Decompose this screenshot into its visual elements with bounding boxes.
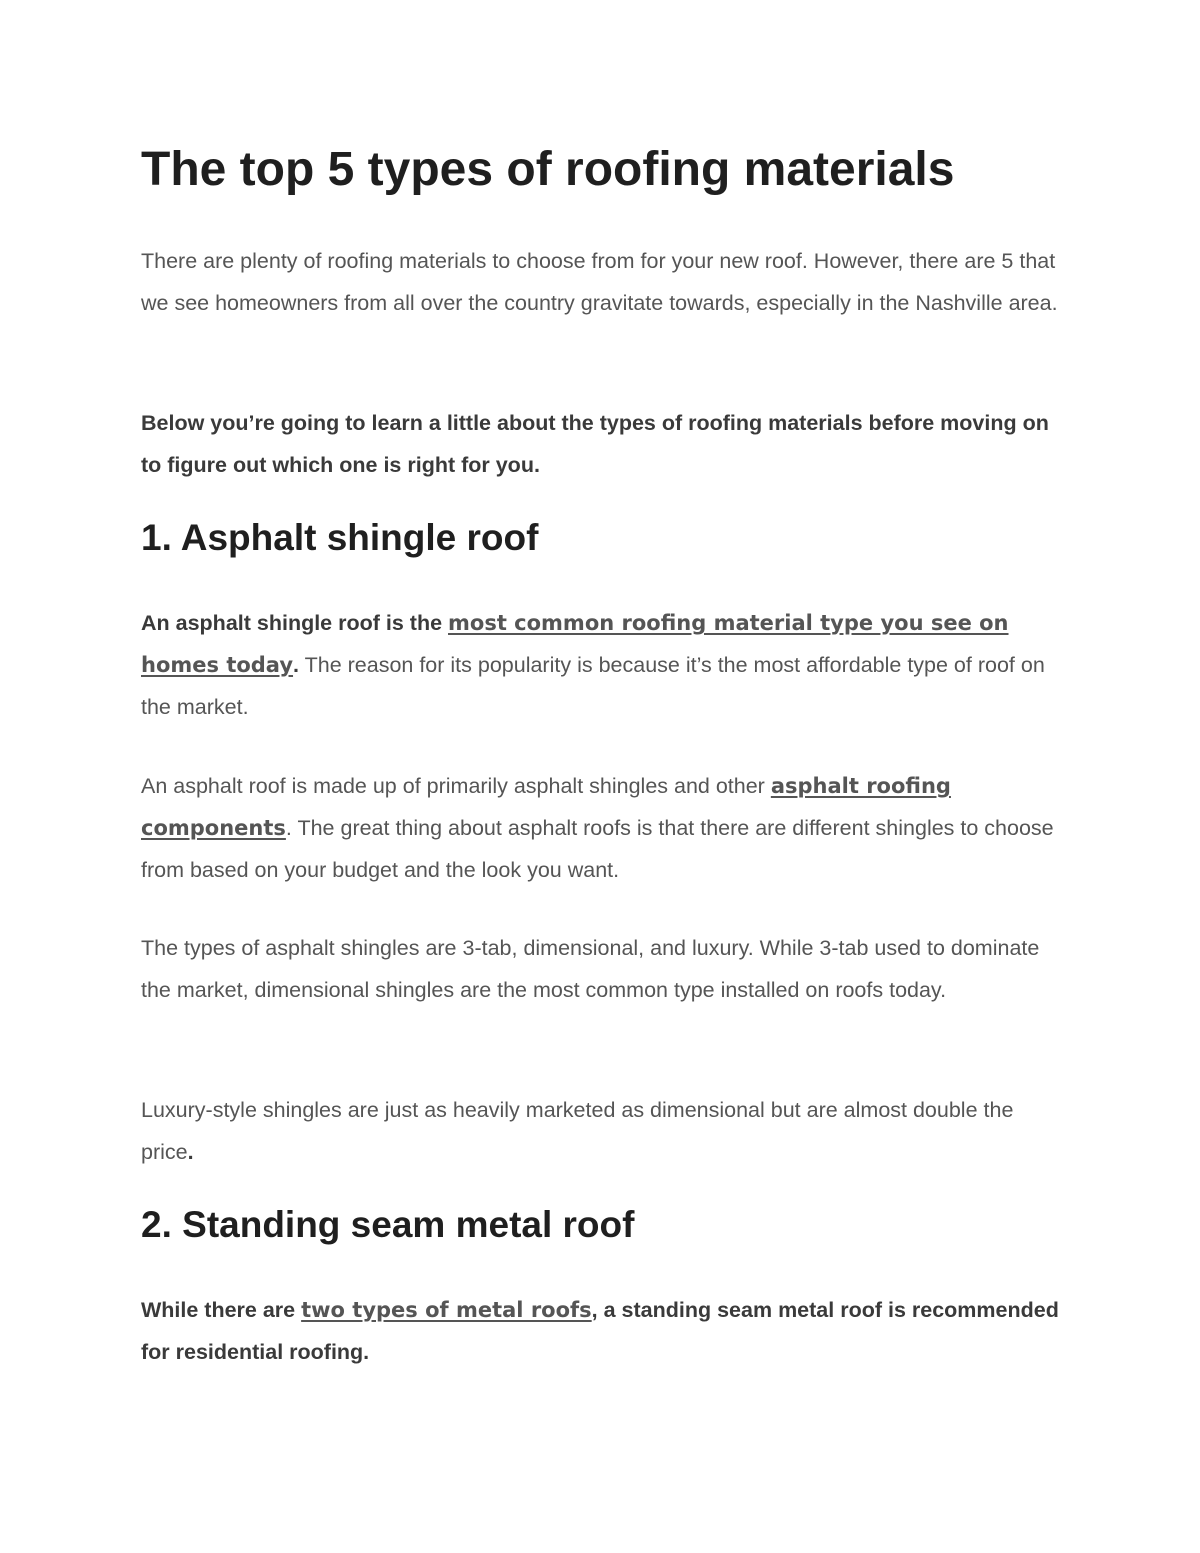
most-common-roofing-link[interactable]: most common roofing material type you see on homes today bbox=[141, 611, 1009, 677]
intro-paragraph: There are plenty of roofing materials to choose from for your new roof. However, there are 5 that we see homeowners from all over the country gravitate towards, especially in the Nashville area. bbox=[141, 249, 1058, 315]
page-title: The top 5 types of roofing materials bbox=[141, 143, 955, 196]
asphalt-components-rest: . The great thing about asphalt roofs is that there are different shingles to choose from based on your budget and the look you want. bbox=[141, 816, 1054, 882]
metal-rest-text: , a standing seam metal roof is recommended for residential roofing. bbox=[141, 1298, 1059, 1364]
asphalt-paragraph-2 bbox=[141, 765, 1071, 891]
asphalt-reason-text: The reason for its popularity is because it’s the most affordable type of roof on the market. bbox=[141, 653, 1045, 719]
asphalt-roofing-components-link[interactable]: asphalt roofing components bbox=[141, 774, 951, 840]
asphalt-components-intro: An asphalt roof is made up of primarily asphalt shingles and other bbox=[141, 774, 771, 798]
asphalt-paragraph-4 bbox=[141, 1089, 1071, 1173]
section-heading-asphalt: 1. Asphalt shingle roof bbox=[141, 517, 539, 558]
asphalt-lead-text: An asphalt shingle roof is the bbox=[141, 611, 449, 635]
asphalt-period: . bbox=[293, 653, 300, 677]
asphalt-paragraph-3: The types of asphalt shingles are 3-tab, dimensional, and luxury. While 3-tab used to dominate the market, dimensional shingles are the most common type installed on roofs today. bbox=[141, 936, 1040, 1002]
luxury-period: . bbox=[187, 1140, 194, 1164]
section-heading-metal: 2. Standing seam metal roof bbox=[141, 1204, 635, 1245]
metal-intro-text: While there are bbox=[141, 1298, 302, 1322]
luxury-shingles-text: Luxury-style shingles are just as heavily marketed as dimensional but are almost double the price bbox=[141, 1098, 1014, 1164]
intro-lead-paragraph: Below you’re going to learn a little about the types of roofing materials before moving on to figure out which one is right for you. bbox=[141, 411, 1049, 477]
metal-paragraph-1 bbox=[141, 1289, 1071, 1373]
two-types-metal-roofs-link[interactable]: two types of metal roofs bbox=[301, 1298, 592, 1322]
asphalt-paragraph-1 bbox=[141, 602, 1071, 728]
